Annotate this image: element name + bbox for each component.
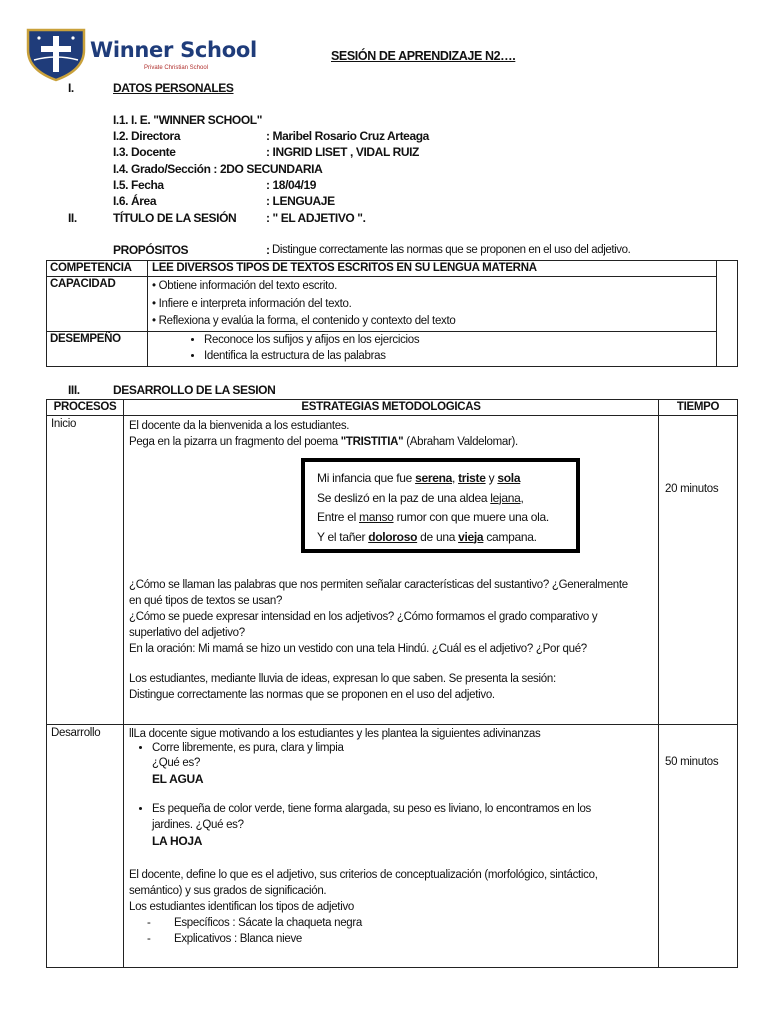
capacidad-item: • Reflexiona y evalúa la forma, el contenido y contexto del texto — [151, 315, 456, 327]
logo-subtitle: Private Christian School — [144, 65, 209, 71]
define-line: semántico) y sus grados de significación. — [128, 885, 327, 897]
header-estrategias: ESTRATEGIAS METODOLOGICAS — [123, 400, 658, 416]
poem-line-4: Y el tañer doloroso de una vieja campana. — [317, 529, 537, 544]
define-line: El docente, define lo que es el adjetivo, sus criterios de conceptualización (morfológico, sintáctico, — [128, 869, 598, 881]
propositos-colon: : — [266, 243, 270, 257]
desempeno-label: DESEMPEÑO — [47, 331, 148, 366]
logo-name: Winner School — [90, 38, 257, 62]
competencia-table — [46, 260, 738, 367]
poem-line-3: Entre el manso rumor con que muere una ola. — [317, 510, 549, 524]
dato-key: I.4. Grado/Sección : 2DO SECUNDARIA — [113, 161, 323, 176]
section-1-number: I. — [68, 81, 74, 95]
riddle-1 — [152, 741, 653, 756]
dato-key: I.1. I. E. "WINNER SCHOOL" — [113, 113, 262, 127]
tiempo-desarrollo — [659, 725, 738, 968]
section-1-label: DATOS PERSONALES — [113, 81, 234, 95]
section-2-number: II. — [68, 211, 77, 225]
poem-line-2: Se deslizó en la paz de una aldea lejana, — [317, 490, 524, 505]
capacidad-values — [147, 277, 716, 332]
tiempo-inicio-value: 20 minutos — [665, 483, 719, 495]
inicio-line2-pre: Pega en la pizarra un fragmento del poema — [128, 436, 341, 448]
dato-value: : INGRID LISET , VIDAL RUIZ — [266, 145, 419, 160]
dato-key: I.2. Directora — [113, 129, 181, 144]
riddle-1-answer: EL AGUA — [151, 772, 204, 786]
inicio-closing: Los estudiantes, mediante lluvia de ideas, expresan lo que saben. Se presenta la sesión: — [128, 673, 556, 685]
define-line: Los estudiantes identifican los tipos de adjetivo — [128, 901, 355, 913]
dato-key: I.3. Docente — [113, 145, 176, 160]
desarrollo-content — [123, 725, 658, 968]
header-procesos: PROCESOS — [47, 400, 124, 416]
tipo-text: Específicos : Sácate la chaqueta negra — [173, 917, 363, 929]
riddle-2-question: jardines. ¿Qué es? — [151, 819, 244, 831]
competencia-blank — [717, 261, 738, 367]
session-title: SESIÓN DE APRENDIZAJE N2…. — [331, 49, 516, 63]
poem-line-1: Mi infancia que fue serena, triste y sola — [317, 471, 521, 485]
inicio-question: superlativo del adjetivo? — [128, 627, 245, 639]
section-3-number: III. — [68, 383, 80, 397]
shield-icon — [24, 24, 88, 82]
riddle-1-text: Corre libremente, es pura, clara y limpia — [151, 742, 344, 754]
propositos-label: PROPÓSITOS — [113, 243, 189, 257]
inicio-line2 — [129, 434, 653, 450]
dato-key: I.6. Área — [113, 193, 157, 208]
tipo-item: - Específicos : Sácate la chaqueta negra — [146, 917, 363, 929]
dato-key: I.5. Fecha — [113, 177, 164, 192]
inicio-question: En la oración: Mi mamá se hizo un vestido con una tela Hindú. ¿Cuál es el adjetivo? ¿Por qué? — [128, 643, 587, 655]
poem-title: "TRISTITIA" — [340, 436, 404, 448]
section-3-label: DESARROLLO DE LA SESION — [113, 383, 276, 397]
tipo-text: Explicativos : Blanca nieve — [173, 933, 303, 945]
section-2-value: : " EL ADJETIVO ". — [266, 211, 366, 225]
tiempo-inicio — [659, 416, 738, 725]
inicio-line1: El docente da la bienvenida a los estudiantes. — [128, 420, 350, 432]
capacidad-label: CAPACIDAD — [47, 277, 148, 332]
inicio-line2-post: (Abraham Valdelomar). — [403, 436, 518, 448]
inicio-closing: Distingue correctamente las normas que se proponen en el uso del adjetivo. — [128, 689, 495, 701]
school-logo — [24, 24, 257, 84]
proceso-desarrollo: Desarrollo — [47, 725, 124, 968]
riddle-1-question: ¿Qué es? — [151, 757, 201, 769]
capacidad-item: • Obtiene información del texto escrito. — [151, 280, 338, 292]
header-tiempo: TIEMPO — [659, 400, 738, 416]
dato-value: : Maribel Rosario Cruz Arteaga — [266, 129, 429, 144]
desempeno-item: • Reconoce los sufijos y afijos en los ejercicios — [204, 332, 712, 349]
competencia-value: LEE DIVERSOS TIPOS DE TEXTOS ESCRITOS EN SU LENGUA MATERNA — [147, 261, 716, 277]
desempeno-values — [147, 331, 716, 366]
inicio-question: ¿Cómo se puede expresar intensidad en los adjetivos? ¿Cómo formamos el grado comparativo y — [128, 611, 598, 623]
tiempo-desarrollo-value: 50 minutos — [665, 756, 719, 768]
riddle-2 — [152, 801, 653, 817]
desempeno-item: • Identifica la estructura de las palabras — [204, 348, 712, 365]
proceso-inicio: Inicio — [47, 416, 124, 725]
riddle-2-text: Es pequeña de color verde, tiene forma alargada, su peso es liviano, lo encontramos en los — [151, 803, 592, 815]
competencia-label: COMPETENCIA — [47, 261, 148, 277]
desarrollo-intro: llLa docente sigue motivando a los estudiantes y les plantea la siguientes adivinanzas — [128, 728, 541, 740]
dato-value: : 18/04/19 — [266, 177, 317, 192]
propositos-value: Distingue correctamente las normas que se proponen en el uso del adjetivo. — [272, 244, 631, 256]
tipo-item: - Explicativos : Blanca nieve — [146, 933, 303, 945]
capacidad-item: • Infiere e interpreta información del texto. — [151, 297, 352, 310]
inicio-question: ¿Cómo se llaman las palabras que nos permiten señalar características del sustantivo? ¿Generalmente — [128, 579, 628, 591]
section-2-label: TÍTULO DE LA SESIÓN — [113, 211, 237, 225]
riddle-2-answer: LA HOJA — [151, 834, 203, 848]
poem-box — [301, 458, 580, 553]
inicio-question: en qué tipos de textos se usan? — [128, 595, 283, 607]
dato-value: : LENGUAJE — [266, 193, 335, 208]
